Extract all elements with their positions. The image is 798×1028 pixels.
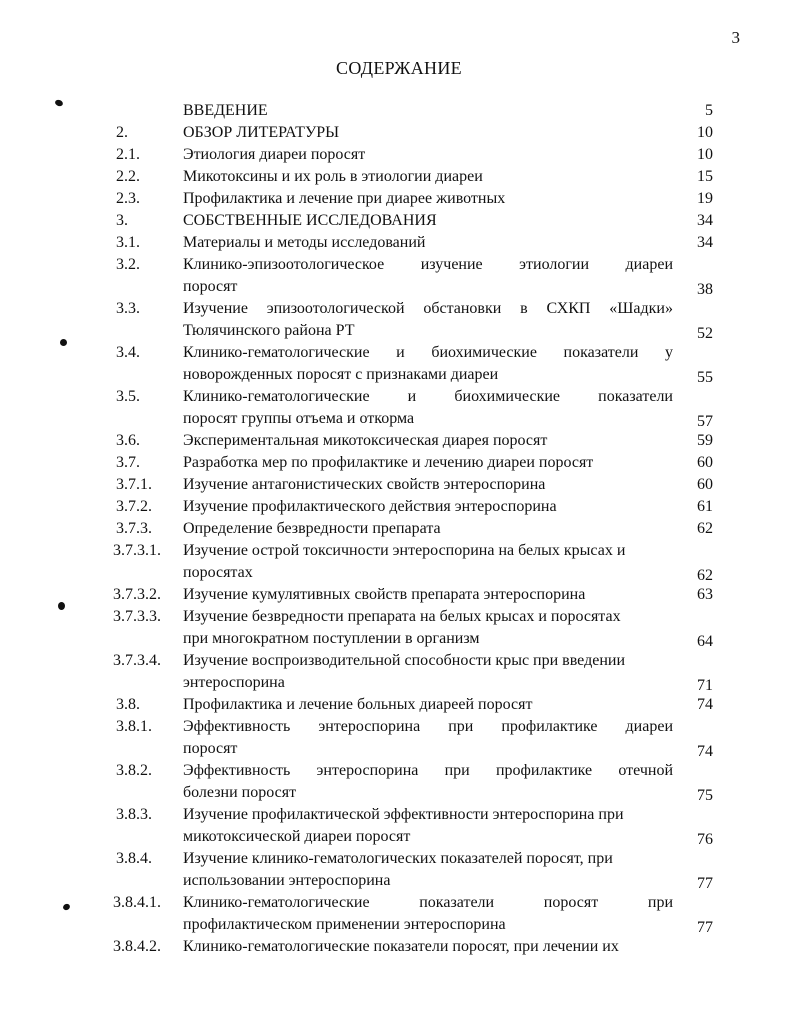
toc-entry-title: Профилактика и лечение больных диареей поросят bbox=[183, 696, 533, 713]
toc-entry-page: 38 bbox=[697, 281, 713, 298]
toc-entry-number: 2.3. bbox=[116, 190, 140, 207]
page-number: 3 bbox=[731, 28, 740, 47]
toc-entry bbox=[0, 386, 798, 430]
toc-entry-page: 61 bbox=[697, 498, 713, 515]
toc-entry-number: 3.7.2. bbox=[116, 498, 152, 515]
toc-entry bbox=[0, 210, 798, 232]
toc-entry-page: 10 bbox=[697, 146, 713, 163]
toc-entry-title: Изучение воспроизводительной способности крыс при введении bbox=[183, 652, 625, 669]
toc-entry-title: энтероспорина bbox=[183, 674, 285, 691]
toc-entry-page: 77 bbox=[697, 919, 713, 936]
toc-entry-number: 3.8.2. bbox=[116, 762, 152, 779]
toc-entry bbox=[0, 540, 798, 584]
toc-entry bbox=[0, 342, 798, 386]
toc-entry-title: Материалы и методы исследований bbox=[183, 234, 426, 251]
toc-entry-number: 3.2. bbox=[116, 256, 140, 273]
toc-entry-number: 3.8.4.1. bbox=[113, 894, 161, 911]
toc-entry bbox=[0, 606, 798, 650]
toc-entry bbox=[0, 100, 798, 122]
toc-entry-title: Клинико-гематологические показатели поросят при bbox=[183, 894, 673, 911]
toc-entry-title: Разработка мер по профилактике и лечению диареи поросят bbox=[183, 454, 594, 471]
toc-entry-number: 3.7.3.2. bbox=[113, 586, 161, 603]
toc-entry-title: Изучение кумулятивных свойств препарата энтероспорина bbox=[183, 586, 586, 603]
toc-entry-title: Профилактика и лечение при диарее животных bbox=[183, 190, 506, 207]
toc-entry-page: 71 bbox=[697, 677, 713, 694]
toc-entry-title: Изучение безвредности препарата на белых крысах и поросятах bbox=[183, 608, 621, 625]
toc-entry-number: 3.8.4.2. bbox=[113, 938, 161, 955]
toc-entry bbox=[0, 254, 798, 298]
toc-entry bbox=[0, 122, 798, 144]
toc-entry-number: 3.8. bbox=[116, 696, 140, 713]
toc-entry-number: 3.7.3.3. bbox=[113, 608, 161, 625]
toc-entry bbox=[0, 760, 798, 804]
toc-entry-title: Изучение антагонистических свойств энтероспорина bbox=[183, 476, 546, 493]
toc-entry-page: 59 bbox=[697, 432, 713, 449]
toc-entry bbox=[0, 804, 798, 848]
toc-entry-page: 62 bbox=[697, 520, 713, 537]
toc-entry-title: Эффективность энтероспорина при профилактике отечной bbox=[183, 762, 673, 779]
toc-entry-title: СОБСТВЕННЫЕ ИССЛЕДОВАНИЯ bbox=[183, 212, 437, 229]
toc-entry-number: 3.7.3.4. bbox=[113, 652, 161, 669]
toc-entry-number: 3.7. bbox=[116, 454, 140, 471]
toc-entry-title: Изучение профилактического действия энтероспорина bbox=[183, 498, 557, 515]
toc-entry-page: 19 bbox=[697, 190, 713, 207]
toc-entry-title: Клинико-гематологические и биохимические показатели bbox=[183, 388, 673, 405]
toc-entry-number: 3.7.3. bbox=[116, 520, 152, 537]
toc-entry-title: поросят bbox=[183, 740, 238, 757]
toc-entry-number: 3.8.4. bbox=[116, 850, 152, 867]
toc-entry-page: 63 bbox=[697, 586, 713, 603]
toc-entry-number: 3.1. bbox=[116, 234, 140, 251]
toc-entry-page: 74 bbox=[697, 696, 713, 713]
toc-entry bbox=[0, 144, 798, 166]
toc-entry-number: 2.2. bbox=[116, 168, 140, 185]
toc-entry-title: поросят группы отъема и откорма bbox=[183, 410, 415, 427]
toc-entry bbox=[0, 936, 798, 958]
toc-entry-page: 60 bbox=[697, 454, 713, 471]
toc-entry-title: Клинико-гематологические и биохимические показатели у bbox=[183, 344, 673, 361]
toc-entry-number: 2. bbox=[116, 124, 128, 141]
toc-entry bbox=[0, 188, 798, 210]
toc-entry-page: 15 bbox=[697, 168, 713, 185]
toc-entry-title: использовании энтероспорина bbox=[183, 872, 391, 889]
toc-entry-title: Определение безвредности препарата bbox=[183, 520, 441, 537]
toc-entry-title: ОБЗОР ЛИТЕРАТУРЫ bbox=[183, 124, 340, 141]
toc-entry bbox=[0, 232, 798, 254]
toc-entry-title: Эффективность энтероспорина при профилактике диареи bbox=[183, 718, 673, 735]
toc-entry-number: 3.7.3.1. bbox=[113, 542, 161, 559]
toc-entry-page: 55 bbox=[697, 369, 713, 386]
toc-entry bbox=[0, 694, 798, 716]
toc-entry-title: Клинико-гематологические показатели поросят, при лечении их bbox=[183, 938, 619, 955]
toc-entry-number: 2.1. bbox=[116, 146, 140, 163]
toc-entry-title: профилактическом применении энтероспорина bbox=[183, 916, 506, 933]
toc-entry-title: Изучение клинико-гематологических показателей поросят, при bbox=[183, 850, 613, 867]
toc-entry bbox=[0, 298, 798, 342]
toc-entry-title: новорожденных поросят с признаками диареи bbox=[183, 366, 499, 383]
toc-entry bbox=[0, 452, 798, 474]
toc-entry-title: поросятах bbox=[183, 564, 253, 581]
toc-entry-title: Этиология диареи поросят bbox=[183, 146, 366, 163]
toc-entry-number: 3.7.1. bbox=[116, 476, 152, 493]
toc-entry-title: поросят bbox=[183, 278, 238, 295]
toc-entry bbox=[0, 584, 798, 606]
toc-entry-title: Изучение профилактической эффективности энтероспорина при bbox=[183, 806, 624, 823]
toc-entry-title: Микотоксины и их роль в этиологии диареи bbox=[183, 168, 483, 185]
toc-entry-number: 3.8.3. bbox=[116, 806, 152, 823]
toc-entry-title: ВВЕДЕНИЕ bbox=[183, 102, 268, 119]
toc-entry bbox=[0, 892, 798, 936]
toc-entry-number: 3.6. bbox=[116, 432, 140, 449]
toc-entry bbox=[0, 518, 798, 540]
toc-entry-page: 34 bbox=[697, 234, 713, 251]
toc-entry bbox=[0, 716, 798, 760]
toc-entry-title: микотоксической диареи поросят bbox=[183, 828, 411, 845]
toc-entry-number: 3.3. bbox=[116, 300, 140, 317]
toc-entry-title: при многократном поступлении в организм bbox=[183, 630, 480, 647]
toc-entry bbox=[0, 430, 798, 452]
toc-entry-title: болезни поросят bbox=[183, 784, 297, 801]
toc-entry-page: 77 bbox=[697, 875, 713, 892]
toc-entry-page: 34 bbox=[697, 212, 713, 229]
page-title: СОДЕРЖАНИЕ bbox=[336, 58, 462, 78]
toc-entry-number: 3. bbox=[116, 212, 128, 229]
toc-entry-page: 76 bbox=[697, 831, 713, 848]
toc-entry-page: 52 bbox=[697, 325, 713, 342]
toc-entry-title: Тюлячинского района РТ bbox=[183, 322, 355, 339]
toc-entry-number: 3.4. bbox=[116, 344, 140, 361]
toc-entry-page: 5 bbox=[705, 102, 713, 119]
toc-entry-title: Изучение эпизоотологической обстановки в СХКП «Шадки» bbox=[183, 300, 673, 317]
toc-entry bbox=[0, 848, 798, 892]
toc-entry-page: 10 bbox=[697, 124, 713, 141]
toc-entry-title: Клинико-эпизоотологическое изучение этиологии диареи bbox=[183, 256, 673, 273]
toc-entry-title: Экспериментальная микотоксическая диарея поросят bbox=[183, 432, 548, 449]
toc-entry bbox=[0, 474, 798, 496]
toc-entry-page: 64 bbox=[697, 633, 713, 650]
toc-entry-page: 57 bbox=[697, 413, 713, 430]
toc-entry-number: 3.8.1. bbox=[116, 718, 152, 735]
toc-entry-page: 62 bbox=[697, 567, 713, 584]
toc-entry bbox=[0, 650, 798, 694]
toc-entry-page: 75 bbox=[697, 787, 713, 804]
toc-entry bbox=[0, 166, 798, 188]
toc-entry-number: 3.5. bbox=[116, 388, 140, 405]
toc-entry-page: 60 bbox=[697, 476, 713, 493]
toc-entry-page: 74 bbox=[697, 743, 713, 760]
toc-entry-title: Изучение острой токсичности энтероспорина на белых крысах и bbox=[183, 542, 626, 559]
toc-entry bbox=[0, 496, 798, 518]
